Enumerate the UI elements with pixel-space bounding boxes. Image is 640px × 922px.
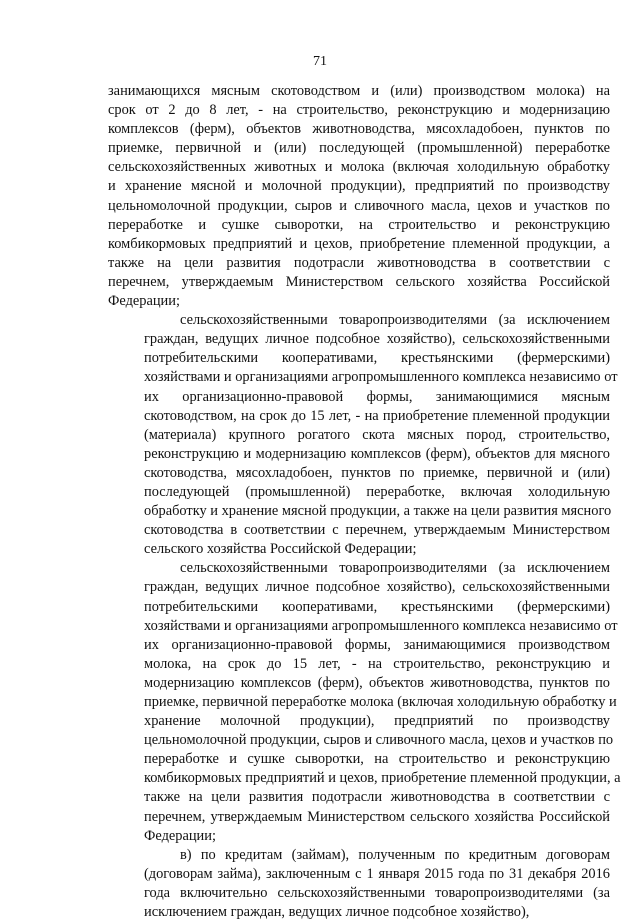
text-line: занимающихся мясным скотоводством и (или) производством молока) на [108, 83, 610, 99]
text-line: перечнем, утверждаемым Министерством сельского хозяйства Российской [108, 273, 610, 290]
page-number: 71 [313, 54, 327, 69]
text-line: потребительскими кооперативами, крестьянскими (фермерскими) [144, 350, 610, 367]
text-line: цельномолочной продукции, сыров и сливочного масла, цехов и участков по [144, 732, 614, 749]
text-line: модернизацию комплексов (ферм), объектов животноводства, пунктов по [144, 674, 610, 691]
paragraph [108, 846, 610, 922]
text-line: комплексов (ферм), объектов животноводства, мясохладобоен, пунктов по [108, 121, 610, 138]
text-line: исключением граждан, ведущих личное подсобное хозяйство), [144, 904, 530, 921]
text-line: хозяйствами и организациями агропромышленного комплекса независимо от [144, 617, 618, 634]
text-line: переработке и сушке сыворотки, на строительство и реконструкцию [144, 751, 610, 768]
text-line: молока, на срок до 15 лет, - на строительство, реконструкцию и [144, 655, 610, 672]
paragraph [108, 559, 621, 845]
text-line: года включительно сельскохозяйственными товаропроизводителями (за [144, 884, 610, 901]
text-line: обработку и хранение мясной продукции, а также на цели развития мясного [144, 503, 612, 520]
text-line: последующей (промышленной) переработке, включая холодильную [144, 483, 610, 500]
text-line: скотоводства, мясохладобоен, пунктов по приемке, первичной и (или) [144, 464, 610, 481]
text-line: хранение молочной продукции), предприятий по производству [144, 713, 610, 730]
text-line: потребительскими кооперативами, крестьянскими (фермерскими) [144, 598, 610, 615]
text-line: переработке и сушке сыворотки, на строительство и реконструкцию [108, 216, 610, 233]
text-line: также на цели развития подотрасли животноводства в соответствии с [144, 789, 610, 806]
text-line: их организационно-правовой формы, занимающимися мясным [144, 388, 610, 405]
text-line: сельского хозяйства Российской Федерации; [144, 541, 417, 558]
text-line: комбикормовых предприятий и цехов, приобретение племенной продукции, а [108, 235, 610, 252]
text-line: в) по кредитам (займам), полученным по кредитным договорам [180, 846, 610, 863]
text-line: цельномолочной продукции, сыров и сливочного масла, цехов и участков по [108, 197, 610, 214]
text-line: сельскохозяйственными товаропроизводителями (за исключением [180, 312, 610, 329]
text-line: граждан, ведущих личное подсобное хозяйство), сельскохозяйственными [144, 579, 610, 596]
text-line: их организационно-правовой формы, занимающимися производством [144, 636, 610, 653]
text-line: приемке, первичной переработке молока (включая холодильную обработку и [144, 694, 617, 710]
text-line: хозяйствами и организациями агропромышленного комплекса независимо от [144, 369, 618, 386]
text-line: скотоводством, на срок до 15 лет, - на приобретение племенной продукции [144, 407, 610, 424]
text-line: сельскохозяйственными товаропроизводителями (за исключением [180, 560, 610, 577]
text-line: Федерации; [144, 827, 216, 844]
text-line: скотоводства в соответствии с перечнем, утверждаемым Министерством [144, 522, 610, 539]
text-line: и хранение мясной и молочной продукции), предприятий по производству [108, 178, 610, 195]
text-line: перечнем, утверждаемым Министерством сельского хозяйства Российской [144, 808, 610, 825]
text-line: Федерации; [108, 293, 180, 310]
paragraph [108, 82, 610, 311]
paragraph [108, 311, 618, 559]
text-line: реконструкцию и модернизацию комплексов (ферм), объектов для мясного [144, 445, 610, 462]
text-line: приемке, первичной и (или) последующей (промышленной) переработке [108, 140, 610, 157]
text-line: (материала) крупного рогатого скота мясных пород, строительство, [144, 426, 610, 443]
text-line: граждан, ведущих личное подсобное хозяйство), сельскохозяйственными [144, 331, 610, 348]
text-line: комбикормовых предприятий и цехов, приобретение племенной продукции, а [144, 770, 621, 787]
text-line: (договорам займа), заключенным с 1 января 2015 года по 31 декабря 2016 [144, 865, 610, 882]
text-line: также на цели развития подотрасли животноводства в соответствии с [108, 254, 610, 271]
text-line: сельскохозяйственных животных и молока (включая холодильную обработку [108, 159, 610, 176]
document-body [108, 82, 621, 922]
text-line: срок от 2 до 8 лет, - на строительство, реконструкцию и модернизацию [108, 102, 610, 119]
